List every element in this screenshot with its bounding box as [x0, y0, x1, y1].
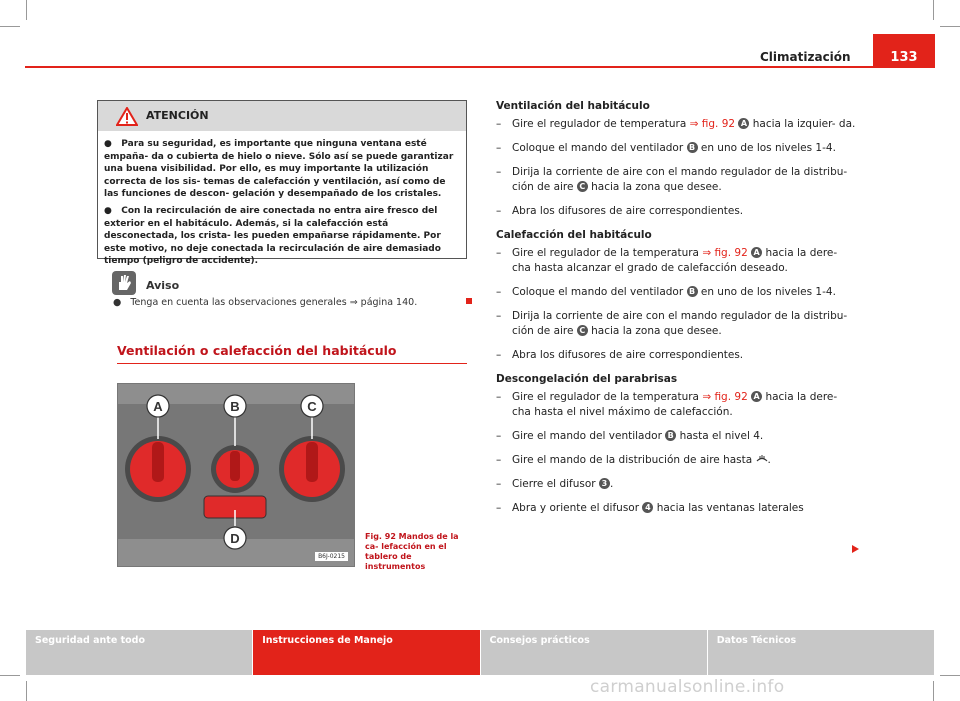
crop-mark	[0, 675, 20, 676]
end-of-section-marker	[466, 298, 472, 304]
crop-mark	[0, 26, 20, 27]
section-rule	[117, 363, 467, 364]
callout-badge: B	[665, 430, 676, 441]
crop-mark	[940, 26, 960, 27]
distribution-knob-C	[279, 436, 345, 502]
callout-badge: B	[687, 286, 698, 297]
section-title: Ventilación o calefacción del habitáculo	[117, 343, 397, 358]
svg-text:C: C	[307, 399, 317, 414]
step: – Gire el mando del ventilador B hasta el nivel 4.	[496, 430, 764, 442]
step: – Gire el mando de la distribución de aire hasta .	[496, 454, 771, 466]
note-text: ● Tenga en cuenta las observaciones generales ⇒ página 140.	[113, 297, 418, 308]
figure-link[interactable]: ⇒ fig. 92	[702, 247, 748, 259]
windshield-defrost-icon	[756, 454, 768, 464]
warning-title: ATENCIÓN	[146, 109, 209, 122]
callout-B	[224, 395, 246, 417]
step: – Cierre el difusor 3 .	[496, 478, 614, 490]
step: – Coloque el mando del ventilador B en uno de los niveles 1-4.	[496, 286, 836, 298]
warning-header	[98, 101, 466, 131]
tab-consejos[interactable]: Consejos prácticos	[481, 630, 707, 675]
step: – Abra los difusores de aire correspondientes.	[496, 205, 744, 217]
crop-mark	[933, 0, 934, 20]
callout-D	[224, 527, 246, 549]
callout-badge: A	[751, 391, 762, 402]
crop-mark	[26, 0, 27, 20]
callout-C	[301, 395, 323, 417]
callout-badge: C	[577, 325, 588, 336]
step: – Dirija la corriente de aire con el mando regulador de la distribu- ción de aire C hacia la zona que desee.	[496, 166, 848, 193]
step: – Coloque el mando del ventilador B en uno de los niveles 1-4.	[496, 142, 836, 154]
svg-text:D: D	[230, 531, 240, 546]
warning-triangle-icon	[116, 107, 138, 126]
callout-badge: A	[738, 118, 749, 129]
figure-link[interactable]: ⇒ fig. 92	[689, 118, 736, 130]
figure-id: B6J-0215	[315, 552, 348, 561]
figure-link[interactable]: ⇒ fig. 92	[702, 391, 748, 403]
tab-instrucciones[interactable]: Instrucciones de Manejo	[253, 630, 479, 675]
crop-mark	[26, 681, 27, 701]
tab-seguridad[interactable]: Seguridad ante todo	[26, 630, 252, 675]
header-rule	[25, 66, 935, 68]
group-heading: Ventilación del habitáculo	[496, 100, 650, 112]
step: – Abra los difusores de aire correspondientes.	[496, 349, 744, 361]
page-number: 133	[873, 34, 935, 66]
warning-body	[98, 131, 466, 268]
svg-text:A: A	[153, 399, 163, 414]
step: – Gire el regulador de temperatura ⇒ fig. 92 A hacia la izquier- da.	[496, 118, 856, 130]
step: – Abra y oriente el difusor 4 hacia las ventanas laterales	[496, 502, 804, 514]
instructions-column	[496, 99, 856, 525]
continue-arrow-icon	[852, 545, 859, 553]
svg-text:B: B	[230, 399, 240, 414]
note-hand-icon	[112, 271, 136, 295]
callout-badge: 4	[642, 502, 653, 513]
warning-paragraph: ● Para su seguridad, es importante que ninguna ventana esté empaña- da o cubierta de hielo o nieve. Sólo así se puede garantizar una buena visibilidad. Por ello, es muy importante la utilización correcta de los sis- temas de calefacción y ventilación, así como de las funciones de descon- gelación y desempañado de los cristales.	[104, 139, 454, 200]
step: – Dirija la corriente de aire con el mando regulador de la distribu- ción de aire C hacia la zona que desee.	[496, 310, 848, 337]
warning-paragraph: ● Con la recirculación de aire conectada no entra aire fresco del exterior en el habitáculo. Además, si la calefacción está desconectada, los crista- les pueden empañarse rápidamente. Por este motivo, no deje conectada la recirculación de aire demasiado tiempo (peligro de accidente).	[104, 205, 441, 267]
fan-knob-B	[211, 445, 259, 493]
figure-heating-controls	[117, 383, 355, 567]
callout-badge: 3	[599, 478, 610, 489]
running-header-title: Climatización	[760, 50, 851, 64]
step: – Gire el regulador de la temperatura ⇒ fig. 92 A hacia la dere- cha hasta el nivel máximo de calefacción.	[496, 391, 838, 418]
watermark: carmanualsonline.info	[590, 677, 785, 697]
crop-mark	[933, 681, 934, 701]
group-heading: Calefacción del habitáculo	[496, 229, 652, 241]
crop-mark	[940, 675, 960, 676]
tab-datos[interactable]: Datos Técnicos	[708, 630, 934, 675]
callout-badge: C	[577, 181, 588, 192]
heating-controls-illustration	[118, 384, 355, 567]
callout-A	[147, 395, 169, 417]
figure-caption: Fig. 92 Mandos de la ca- lefacción en el tablero de instrumentos	[365, 532, 459, 571]
warning-box	[97, 100, 467, 267]
step: – Gire el regulador de la temperatura ⇒ fig. 92 A hacia la dere- cha hasta alcanzar el grado de calefacción deseado.	[496, 247, 838, 274]
callout-badge: A	[751, 247, 762, 258]
group-heading: Descongelación del parabrisas	[496, 373, 678, 385]
note-title: Aviso	[146, 279, 180, 292]
temperature-knob-A	[125, 436, 191, 502]
footer-tabs	[26, 630, 934, 675]
callout-badge: B	[687, 142, 698, 153]
